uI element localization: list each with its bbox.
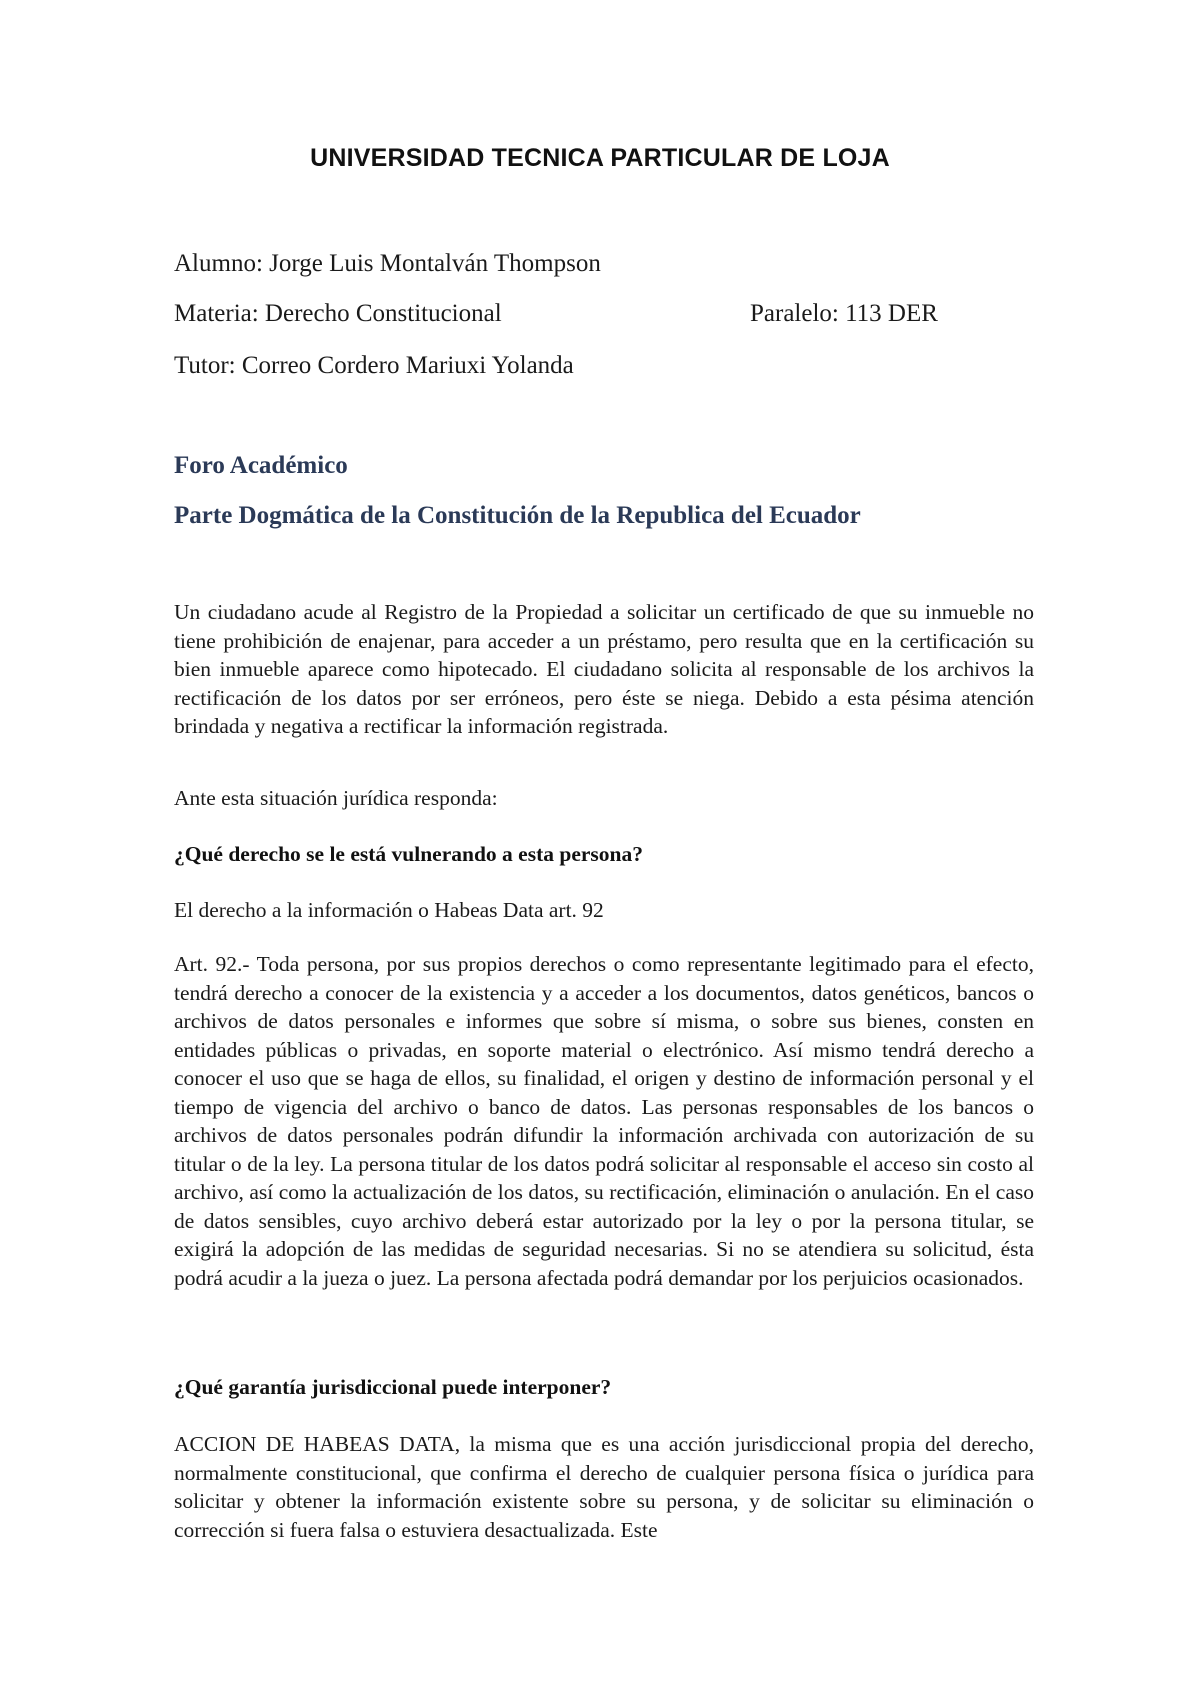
answer-2-paragraph: ACCION DE HABEAS DATA, la misma que es una acción jurisdiccional propia del derecho, normalmente constitucional, que confirma el derecho de cualquier persona física o jurídica para solicitar y obtener la información existente sobre su persona, y de solicitar su eliminación o corrección si fuera falsa o estuviera desactualizada. Este [174, 1432, 1034, 1542]
article-paragraph: Art. 92.- Toda persona, por sus propios derechos o como representante legitimado para el efecto, tendrá derecho a conocer de la existencia y a acceder a los documentos, datos genéticos, bancos o archivos de datos personales e informes que sobre sí misma, o sobre sus bienes, consten en entidades públicas o privadas, en soporte material o electrónico. Así mismo tendrá derecho a conocer el uso que se haga de ellos, su finalidad, el origen y destino de información personal y el tiempo de vigencia del archivo o banco de datos. Las personas responsables de los bancos o archivos de datos personales podrán difundir la información archivada con autorización de su titular o de la ley. La persona titular de los datos podrá solicitar al responsable el acceso sin costo al archivo, así como la actualización de los datos, su rectificación, eliminación o anulación. En el caso de datos sensibles, cuyo archivo deberá estar autorizado por la ley o por la persona titular, se exigirá la adopción de las medidas de seguridad necesarias. Si no se atendiera su solicitud, ésta podrá acudir a la jueza o juez. La persona afectada podrá demandar por los perjuicios ocasionados. [174, 952, 1034, 1290]
answer-1: El derecho a la información o Habeas Data art. 92 [174, 898, 604, 922]
question-2: ¿Qué garantía jurisdiccional puede interponer? [174, 1375, 612, 1399]
subject-line: Materia: Derecho Constitucional [174, 300, 502, 327]
section-line: Paralelo: 113 DER [750, 300, 938, 327]
tutor-line: Tutor: Correo Cordero Mariuxi Yolanda [174, 352, 574, 379]
prompt-line: Ante esta situación jurídica responda: [174, 786, 498, 810]
question-1: ¿Qué derecho se le está vulnerando a esta persona? [174, 842, 643, 866]
intro-paragraph: Un ciudadano acude al Registro de la Propiedad a solicitar un certificado de que su inmueble no tiene prohibición de enajenar, para acceder a un préstamo, pero resulta que en la certificación su bien inmueble aparece como hipotecado. El ciudadano solicita al responsable de los archivos la rectificación de los datos por ser erróneos, pero éste se niega. Debido a esta pésima atención brindada y negativa a rectificar la información registrada. [174, 600, 1034, 738]
document-subtitle: Parte Dogmática de la Constitución de la Republica del Ecuador [174, 502, 861, 529]
student-line: Alumno: Jorge Luis Montalván Thompson [174, 250, 601, 277]
forum-heading: Foro Académico [174, 452, 348, 479]
university-title: UNIVERSIDAD TECNICA PARTICULAR DE LOJA [310, 144, 890, 172]
